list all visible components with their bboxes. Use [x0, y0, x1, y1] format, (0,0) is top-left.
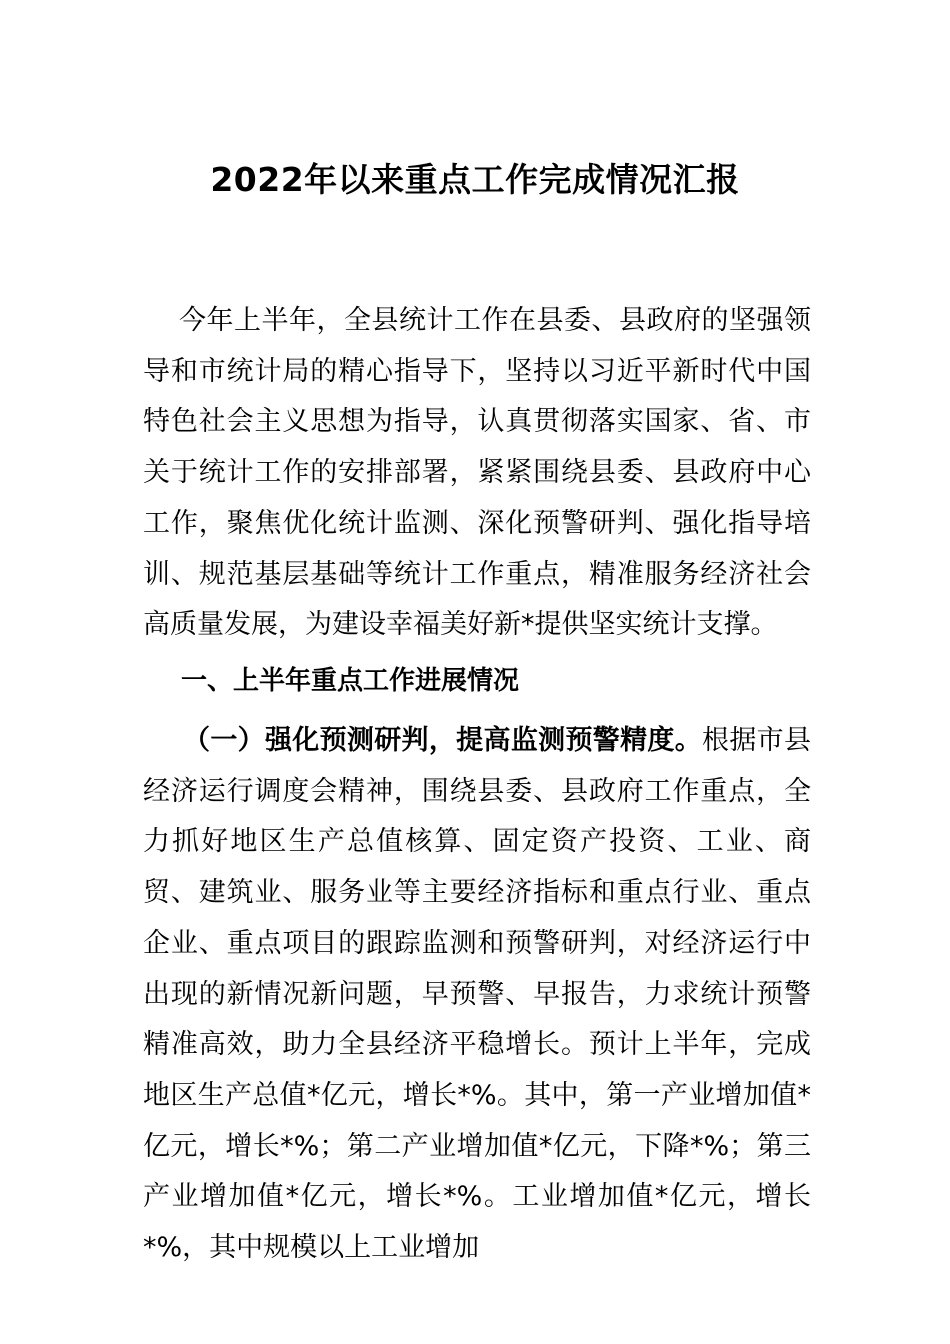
subsection-heading: （一）强化预测研判，提高监测预警精度。 — [183, 725, 703, 756]
intro-paragraph: 今年上半年，全县统计工作在县委、县政府的坚强领导和市统计局的精心指导下，坚持以习近平新时代中国特色社会主义思想为指导，认真贯彻落实国家、省、市关于统计工作的安排部署，紧紧围绕县委、县政府中心工作，聚焦优化统计监测、深化预警研判、强化指导培训、规范基层基础等统计工作重点，精准服务经济社会高质量发展，为建设幸福美好新*提供坚实统计支撑。 — [143, 305, 811, 641]
subsection-paragraph — [143, 716, 811, 1274]
section-heading: 一、上半年重点工作进展情况 — [181, 666, 520, 696]
subsection-body: 根据市县经济运行调度会精神，围绕县委、县政府工作重点，全力抓好地区生产总值核算、固定资产投资、工业、商贸、建筑业、服务业等主要经济指标和重点行业、重点企业、重点项目的跟踪监测和预警研判，对经济运行中出现的新情况新问题，早预警、早报告，力求统计预警精准高效，助力全县经济平稳增长。预计上半年，完成地区生产总值*亿元，增长*%。其中，第一产业增加值*亿元，增长*%；第二产业增加值*亿元，下降*%；第三产业增加值*亿元，增长*%。工业增加值*亿元，增长*%，其中规模以上工业增加 — [143, 725, 812, 1264]
document-title: 2022年以来重点工作完成情况汇报 — [210, 160, 740, 199]
